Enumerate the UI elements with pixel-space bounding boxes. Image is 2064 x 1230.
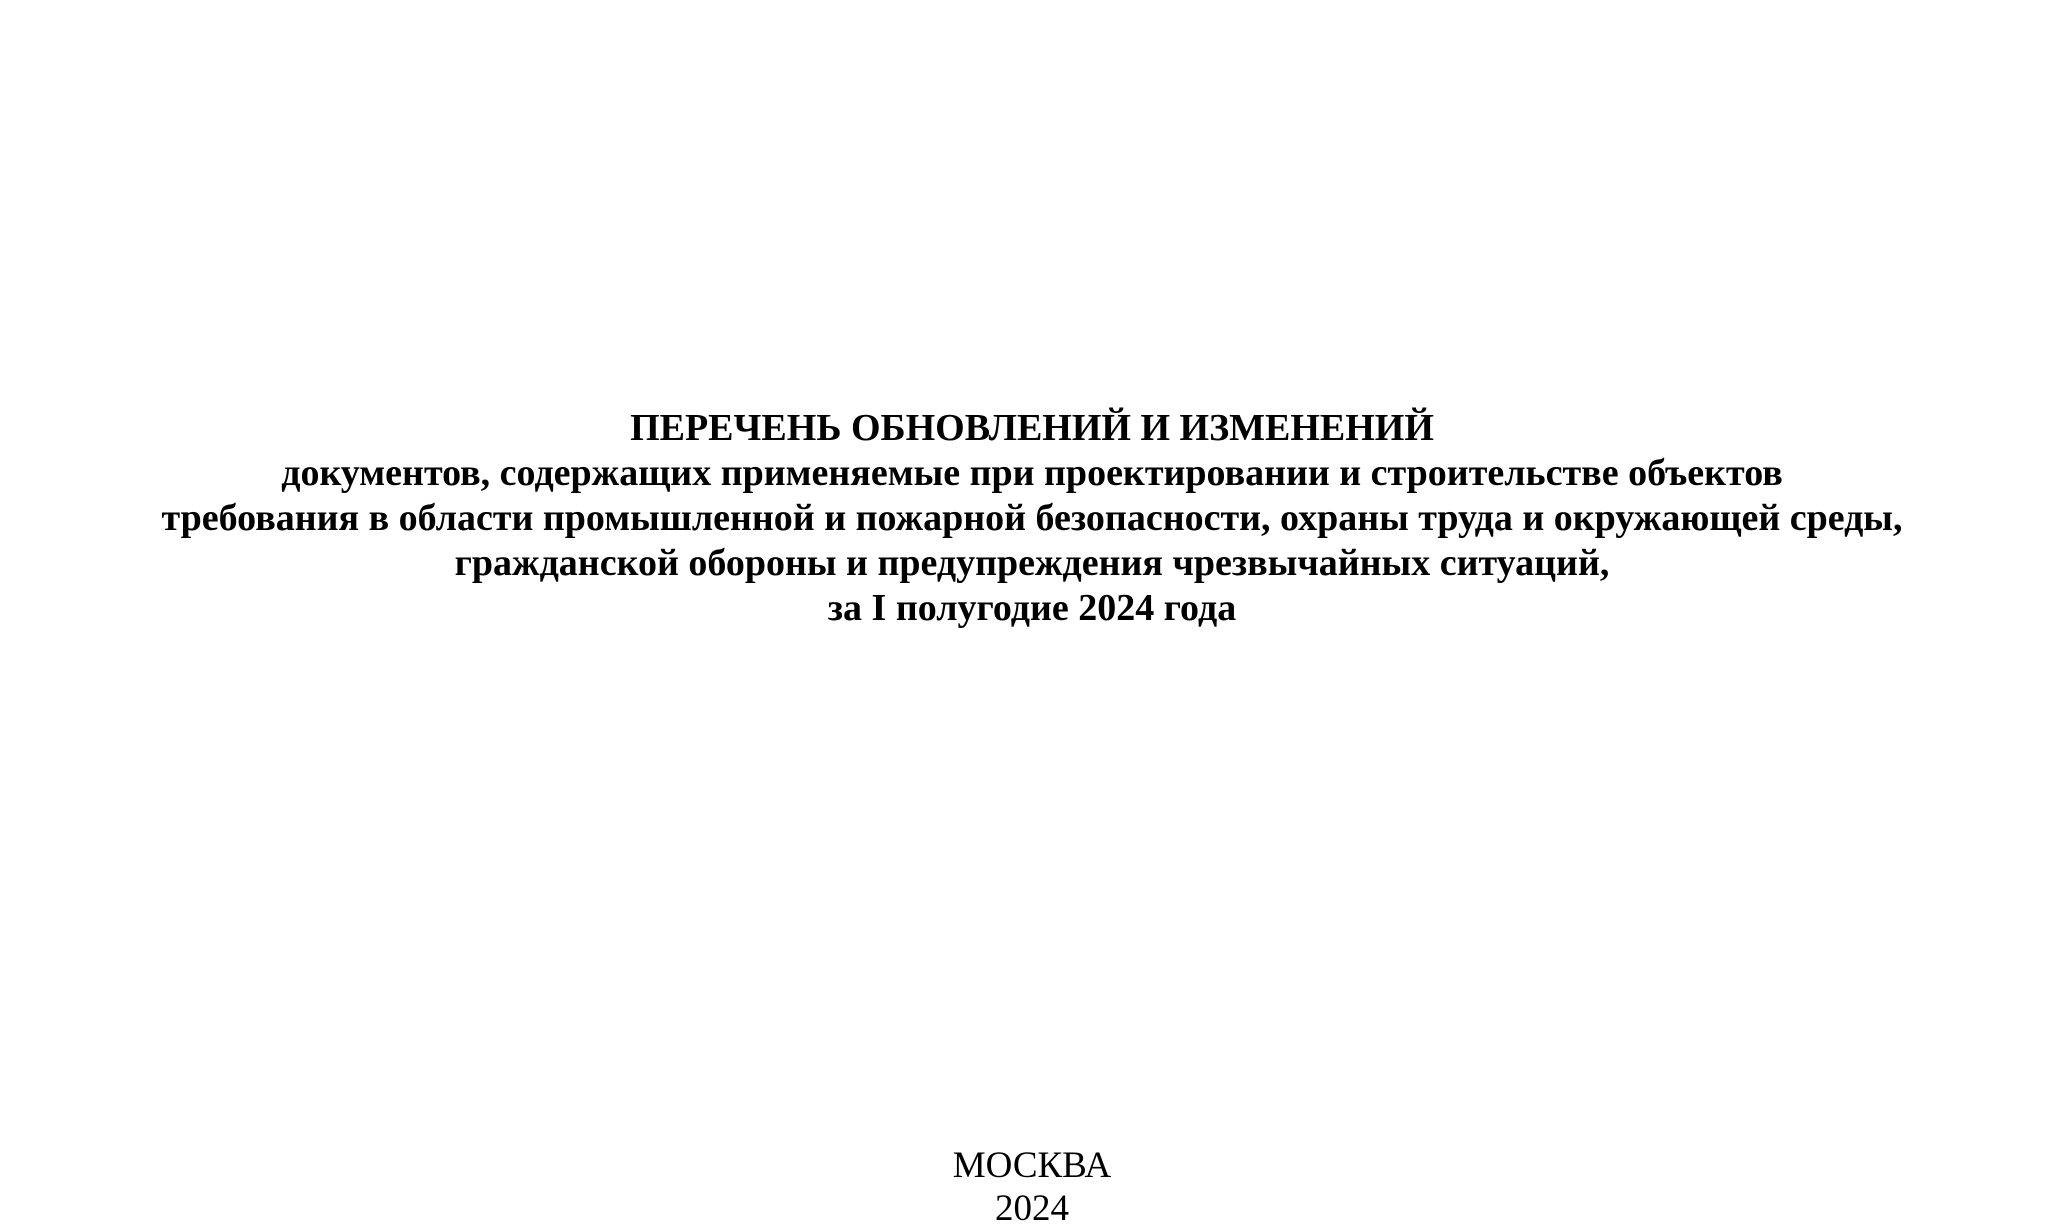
- title-line-main: ПЕРЕЧЕНЬ ОБНОВЛЕНИЙ И ИЗМЕНЕНИЙ: [630, 407, 1434, 449]
- title-line-period: за I полугодие 2024 года: [827, 587, 1237, 629]
- imprint-year: 2024: [995, 1188, 1069, 1229]
- document-title-block: [0, 406, 2064, 631]
- imprint-block: [0, 1144, 2064, 1230]
- title-line-2: документов, содержащих применяемые при проектировании и строительстве объектов: [281, 452, 1783, 494]
- title-line-4: гражданской обороны и предупреждения чрезвычайных ситуаций,: [454, 542, 1610, 584]
- imprint-city: МОСКВА: [952, 1145, 1112, 1186]
- title-line-3: требования в области промышленной и пожарной безопасности, охраны труда и окружающей среды,: [161, 497, 1903, 539]
